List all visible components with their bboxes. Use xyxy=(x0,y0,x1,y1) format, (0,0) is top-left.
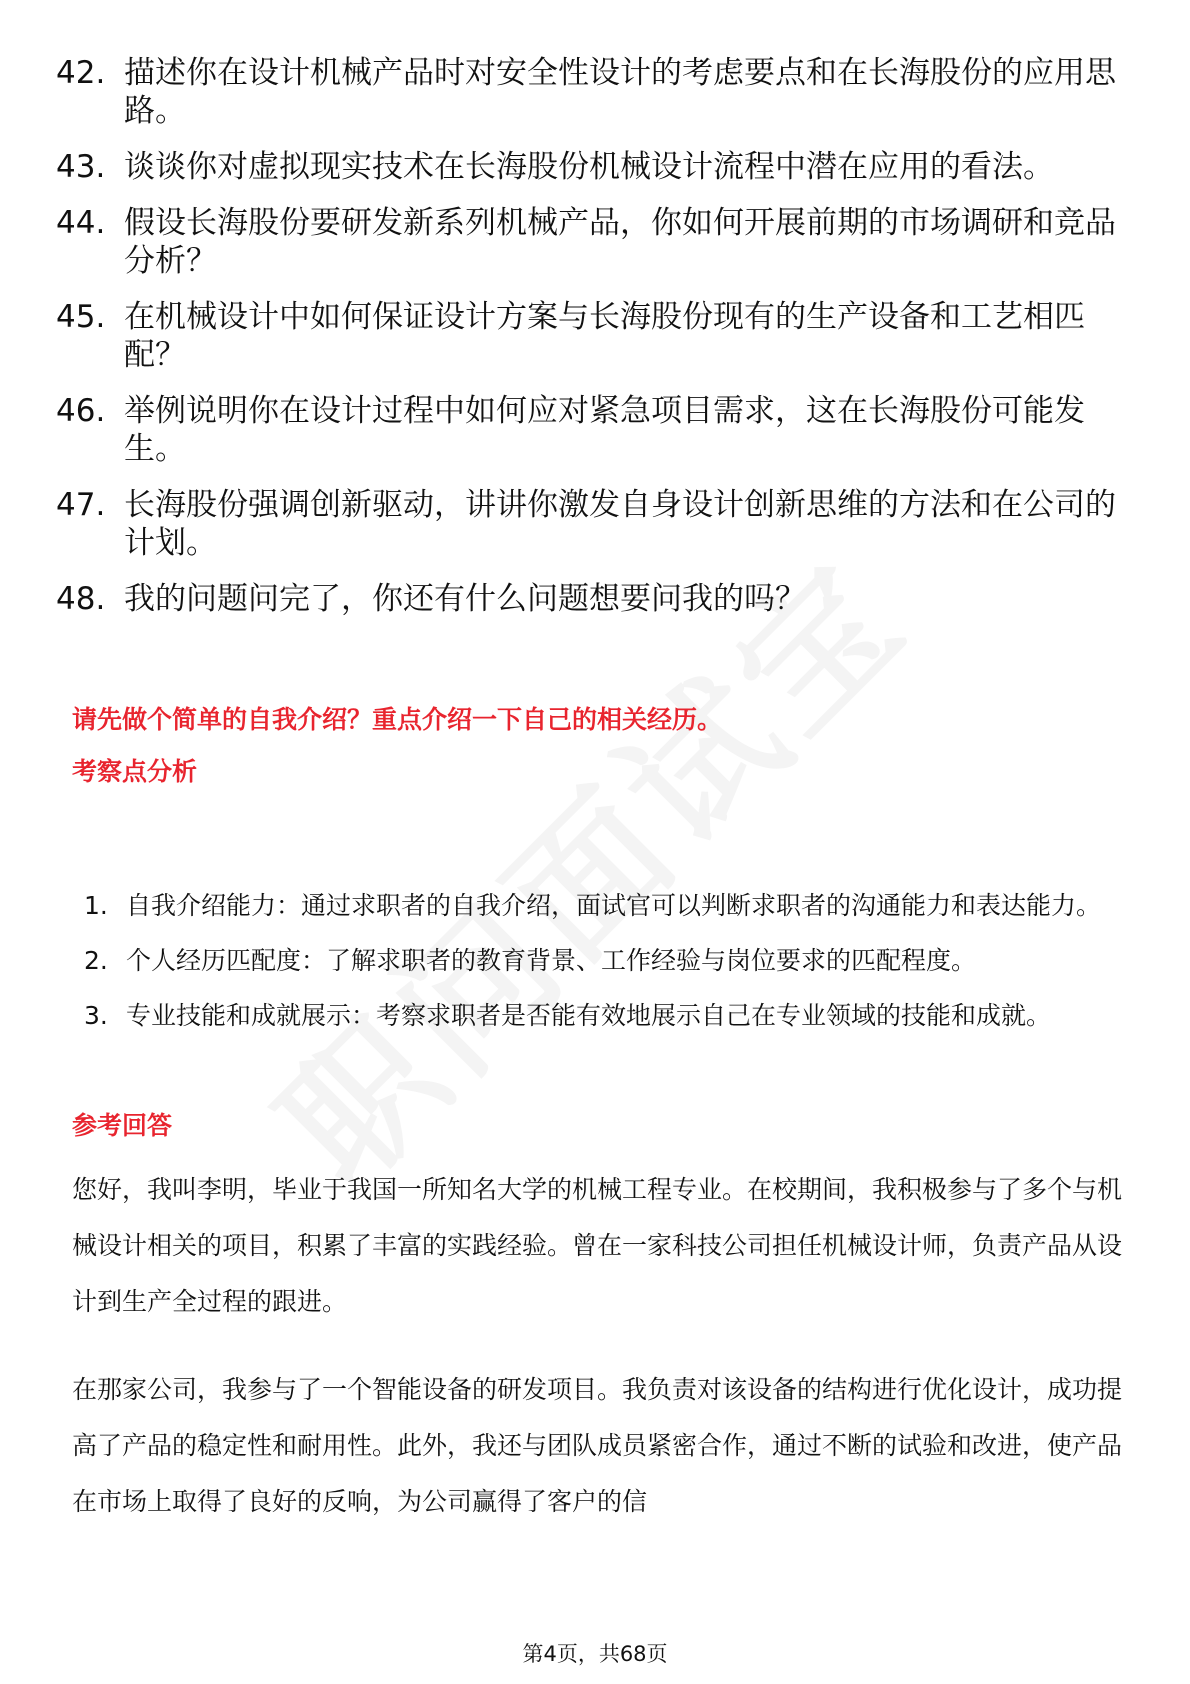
question-number: 47. xyxy=(56,487,106,523)
answer-paragraph: 在那家公司，我参与了一个智能设备的研发项目。我负责对该设备的结构进行优化设计，成功提高了产品的稳定性和耐用性。此外，我还与团队成员紧密合作，通过不断的试验和改进，使产品在市场上取得了良好的反响，为公司赢得了客户的信 xyxy=(72,1375,1123,1516)
analysis-text: 自我介绍能力：通过求职者的自我介绍，面试官可以判断求职者的沟通能力和表达能力。 xyxy=(126,891,1102,920)
list-item xyxy=(84,878,1124,933)
answer-title: 参考回答 xyxy=(72,1111,173,1140)
list-item xyxy=(84,933,1124,988)
analysis-number: 2. xyxy=(84,946,108,975)
question-text: 谈谈你对虚拟现实技术在长海股份机械设计流程中潜在应用的看法。 xyxy=(124,149,1054,185)
list-item xyxy=(56,148,1126,186)
analysis-number: 3. xyxy=(84,1001,108,1030)
question-number: 45. xyxy=(56,299,106,335)
question-number: 43. xyxy=(56,149,106,185)
analysis-text: 个人经历匹配度：了解求职者的教育背景、工作经验与岗位要求的匹配程度。 xyxy=(126,946,977,975)
list-item xyxy=(56,486,1126,562)
analysis-title: 考察点分析 xyxy=(72,757,198,786)
list-item xyxy=(56,204,1126,280)
list-item xyxy=(56,298,1126,374)
question-text: 我的问题问完了，你还有什么问题想要问我的吗？ xyxy=(124,581,806,617)
question-text: 长海股份强调创新驱动，讲讲你激发自身设计创新思维的方法和在公司的计划。 xyxy=(124,487,1116,561)
answer-paragraph: 您好，我叫李明，毕业于我国一所知名大学的机械工程专业。在校期间，我积极参与了多个与机械设计相关的项目，积累了丰富的实践经验。曾在一家科技公司担任机械设计师，负责产品从设计到生产全过程的跟进。 xyxy=(72,1175,1123,1316)
question-number: 48. xyxy=(56,581,106,617)
question-list xyxy=(56,54,1126,636)
question-text: 在机械设计中如何保证设计方案与长海股份现有的生产设备和工艺相匹配？ xyxy=(124,299,1085,373)
question-title: 请先做个简单的自我介绍？重点介绍一下自己的相关经历。 xyxy=(72,705,723,734)
analysis-text: 专业技能和成就展示：考察求职者是否能有效地展示自己在专业领域的技能和成就。 xyxy=(126,1001,1052,1030)
question-number: 42. xyxy=(56,55,106,91)
analysis-list xyxy=(84,878,1124,1043)
question-number: 44. xyxy=(56,205,106,241)
list-item xyxy=(56,54,1126,130)
question-number: 46. xyxy=(56,393,106,429)
question-text: 举例说明你在设计过程中如何应对紧急项目需求，这在长海股份可能发生。 xyxy=(124,393,1085,467)
list-item xyxy=(56,392,1126,468)
analysis-number: 1. xyxy=(84,891,108,920)
list-item xyxy=(56,580,1126,618)
question-text: 描述你在设计机械产品时对安全性设计的考虑要点和在长海股份的应用思路。 xyxy=(124,55,1116,129)
list-item xyxy=(84,988,1124,1043)
question-text: 假设长海股份要研发新系列机械产品，你如何开展前期的市场调研和竞品分析？ xyxy=(124,205,1116,279)
page-number: 第4页，共68页 xyxy=(522,1642,668,1666)
